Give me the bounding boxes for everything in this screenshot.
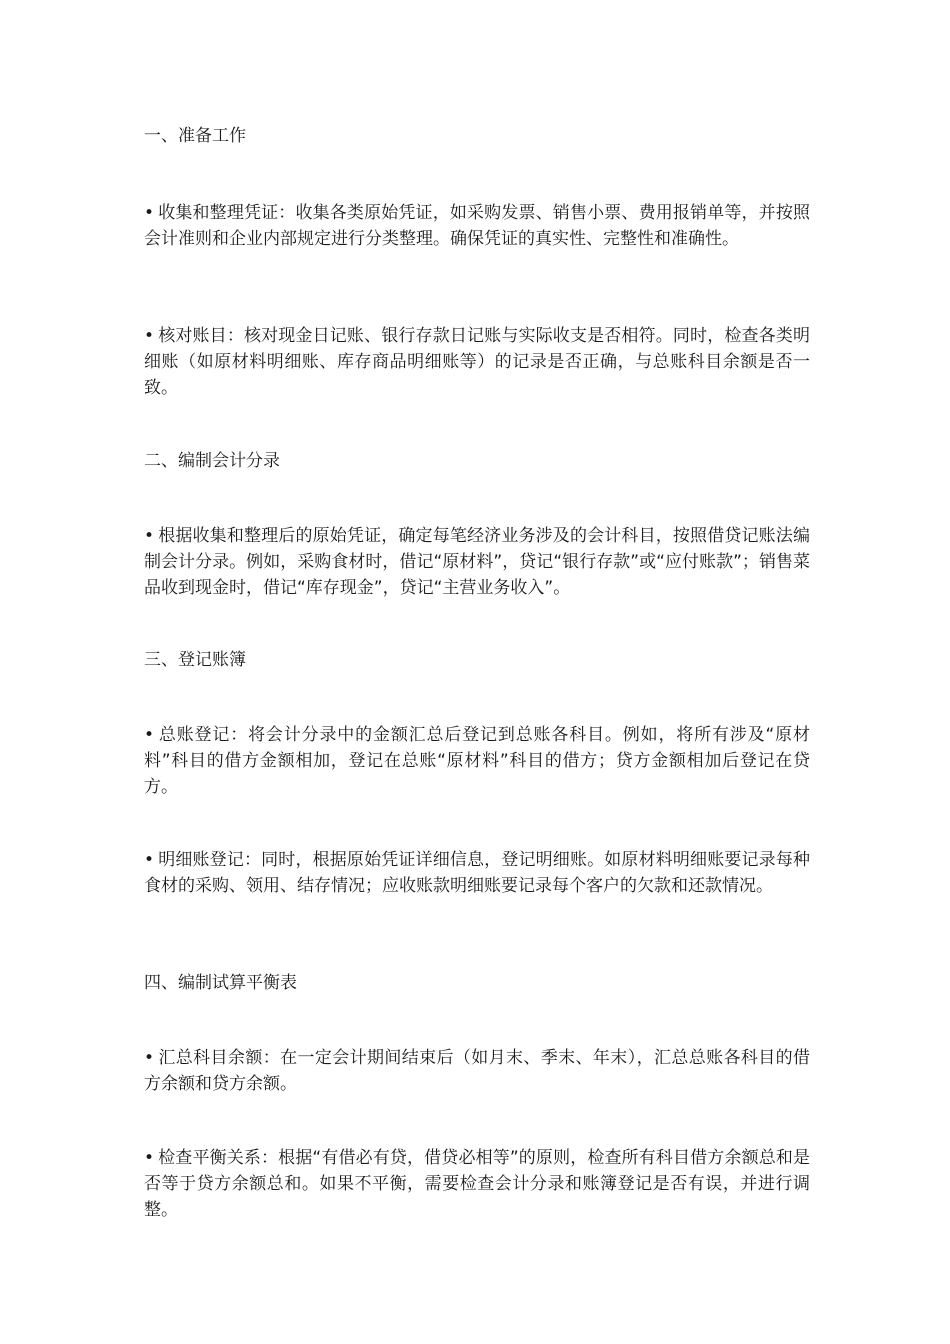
paragraph-check-accounts: • 核对账目：核对现金日记账、银行存款日记账与实际收支是否相符。同时，检查各类明细账（如原材料明细账、库存商品明细账等）的记录是否正确，与总账科目余额是否一致。	[144, 323, 810, 401]
paragraph-journal-entries: • 根据收集和整理后的原始凭证，确定每笔经济业务涉及的会计科目，按照借贷记账法编制会计分录。例如，采购食材时，借记“原材料”，贷记“银行存款”或“应付账款”；销售菜品收到现金时，借记“库存现金”，贷记“主营业务收入”。	[144, 523, 810, 601]
paragraph-summarize-balances: • 汇总科目余额：在一定会计期间结束后（如月末、季末、年末），汇总总账各科目的借方余额和贷方余额。	[144, 1045, 810, 1097]
paragraph-general-ledger: • 总账登记：将会计分录中的金额汇总后登记到总账各科目。例如，将所有涉及“原材料”科目的借方金额相加，登记在总账“原材料”科目的借方；贷方金额相加后登记在贷方。	[144, 722, 810, 800]
section-heading-ledgers: 三、登记账簿	[144, 650, 246, 670]
paragraph-subsidiary-ledger: • 明细账登记：同时，根据原始凭证详细信息，登记明细账。如原材料明细账要记录每种食材的采购、领用、结存情况；应收账款明细账要记录每个客户的欠款和还款情况。	[144, 847, 810, 899]
section-heading-preparation: 一、准备工作	[144, 126, 246, 146]
paragraph-collect-vouchers: • 收集和整理凭证：收集各类原始凭证，如采购发票、销售小票、费用报销单等，并按照会计准则和企业内部规定进行分类整理。确保凭证的真实性、完整性和准确性。	[144, 200, 810, 252]
section-heading-journal-entries: 二、编制会计分录	[144, 451, 280, 471]
paragraph-check-balance: • 检查平衡关系：根据“有借必有贷，借贷必相等”的原则，检查所有科目借方余额总和是否等于贷方余额总和。如果不平衡，需要检查会计分录和账簿登记是否有误，并进行调整。	[144, 1145, 810, 1223]
section-heading-trial-balance: 四、编制试算平衡表	[144, 973, 297, 993]
